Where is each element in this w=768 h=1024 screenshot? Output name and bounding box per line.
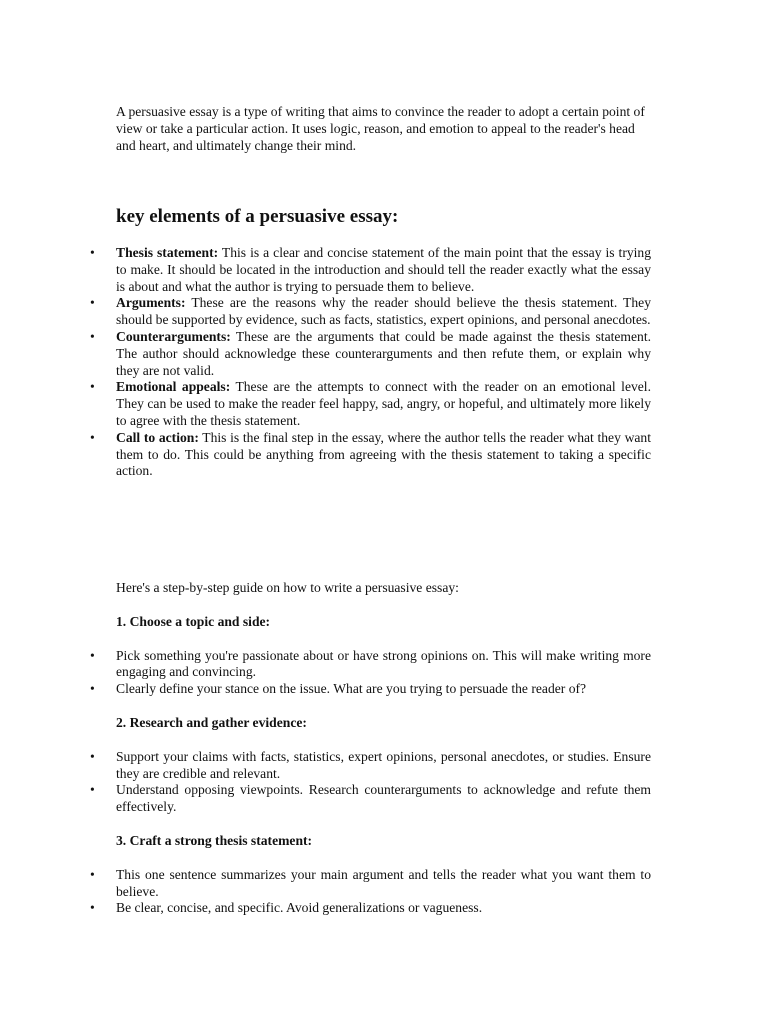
key-elements-list	[90, 245, 652, 480]
list-item	[90, 295, 651, 329]
bullet-icon: •	[90, 647, 95, 663]
bullet-icon: •	[90, 379, 95, 395]
list-item	[90, 900, 651, 917]
bullet-icon: •	[90, 866, 95, 882]
list-item	[90, 681, 651, 698]
element-term: Call to action:	[116, 429, 199, 445]
step-title: 3. Craft a strong thesis statement:	[116, 832, 313, 848]
bullet-icon: •	[90, 328, 95, 344]
step-title: 2. Research and gather evidence:	[116, 714, 307, 730]
bullet-text: This one sentence summarizes your main argument and tells the reader what you want them to believe.	[116, 866, 651, 899]
document-page	[90, 104, 652, 916]
bullet-icon: •	[90, 748, 95, 764]
element-text: These are the reasons why the reader should believe the thesis statement. They should be supported by evidence, such as facts, statistics, expert opinions, and personal anecdotes.	[116, 295, 651, 328]
bullet-icon: •	[90, 429, 95, 445]
element-term: Counterarguments:	[116, 328, 231, 344]
bullet-icon: •	[90, 782, 95, 798]
element-term: Thesis statement:	[116, 245, 219, 260]
list-item	[90, 782, 651, 816]
guide-intro: Here's a step-by-step guide on how to write a persuasive essay:	[116, 580, 459, 595]
bullet-icon: •	[90, 295, 95, 311]
list-item	[90, 748, 651, 783]
list-item	[90, 866, 651, 901]
bullet-icon: •	[90, 681, 95, 697]
bullet-text: Pick something you're passionate about or have strong opinions on. This will make writing more engaging and convincing.	[116, 647, 651, 680]
step-bullets	[90, 866, 651, 917]
element-term: Arguments:	[116, 295, 186, 311]
list-item	[90, 328, 651, 379]
list-item	[90, 429, 651, 480]
element-text: This is a clear and concise statement of the main point that the essay is trying to make. It should be located in the introduction and should tell the reader exactly what the essay is about and what the author is trying to persuade them to believe.	[116, 245, 652, 294]
intro-paragraph: A persuasive essay is a type of writing that aims to convince the reader to adopt a certain point of view or take a particular action. It uses logic, reason, and emotion to appeal to the reader's head and heart, and ultimately change their mind.	[116, 104, 645, 153]
element-term: Emotional appeals:	[116, 379, 231, 395]
bullet-text: Be clear, concise, and specific. Avoid generalizations or vagueness.	[116, 900, 483, 916]
step-guide	[90, 580, 651, 917]
step-title: 1. Choose a topic and side:	[116, 613, 271, 629]
list-item	[90, 379, 651, 429]
step-bullets	[90, 647, 651, 698]
step-bullets	[90, 748, 651, 816]
bullet-icon: •	[90, 245, 95, 260]
bullet-text: Clearly define your stance on the issue. What are you trying to persuade the reader of?	[116, 681, 587, 697]
bullet-icon: •	[90, 900, 95, 916]
element-text: These are the arguments that could be made against the thesis statement. The author should acknowledge these counterarguments and then refute them, or explain why they are not valid.	[116, 328, 651, 378]
element-text: This is the final step in the essay, where the author tells the reader what they want them to do. This could be anything from agreeing with the thesis statement to taking a specific action.	[116, 429, 651, 479]
element-text: These are the attempts to connect with the reader on an emotional level. They can be used to make the reader feel happy, sad, angry, or hopeful, and ultimately more likely to agree with the thesis statement.	[116, 379, 651, 428]
section-heading: key elements of a persuasive essay:	[116, 206, 399, 227]
bullet-text: Support your claims with facts, statistics, expert opinions, personal anecdotes, or studies. Ensure they are credible and relevant.	[116, 748, 651, 781]
list-item	[90, 245, 652, 295]
bullet-text: Understand opposing viewpoints. Research counterarguments to acknowledge and refute them effectively.	[116, 782, 651, 815]
list-item	[90, 647, 651, 682]
